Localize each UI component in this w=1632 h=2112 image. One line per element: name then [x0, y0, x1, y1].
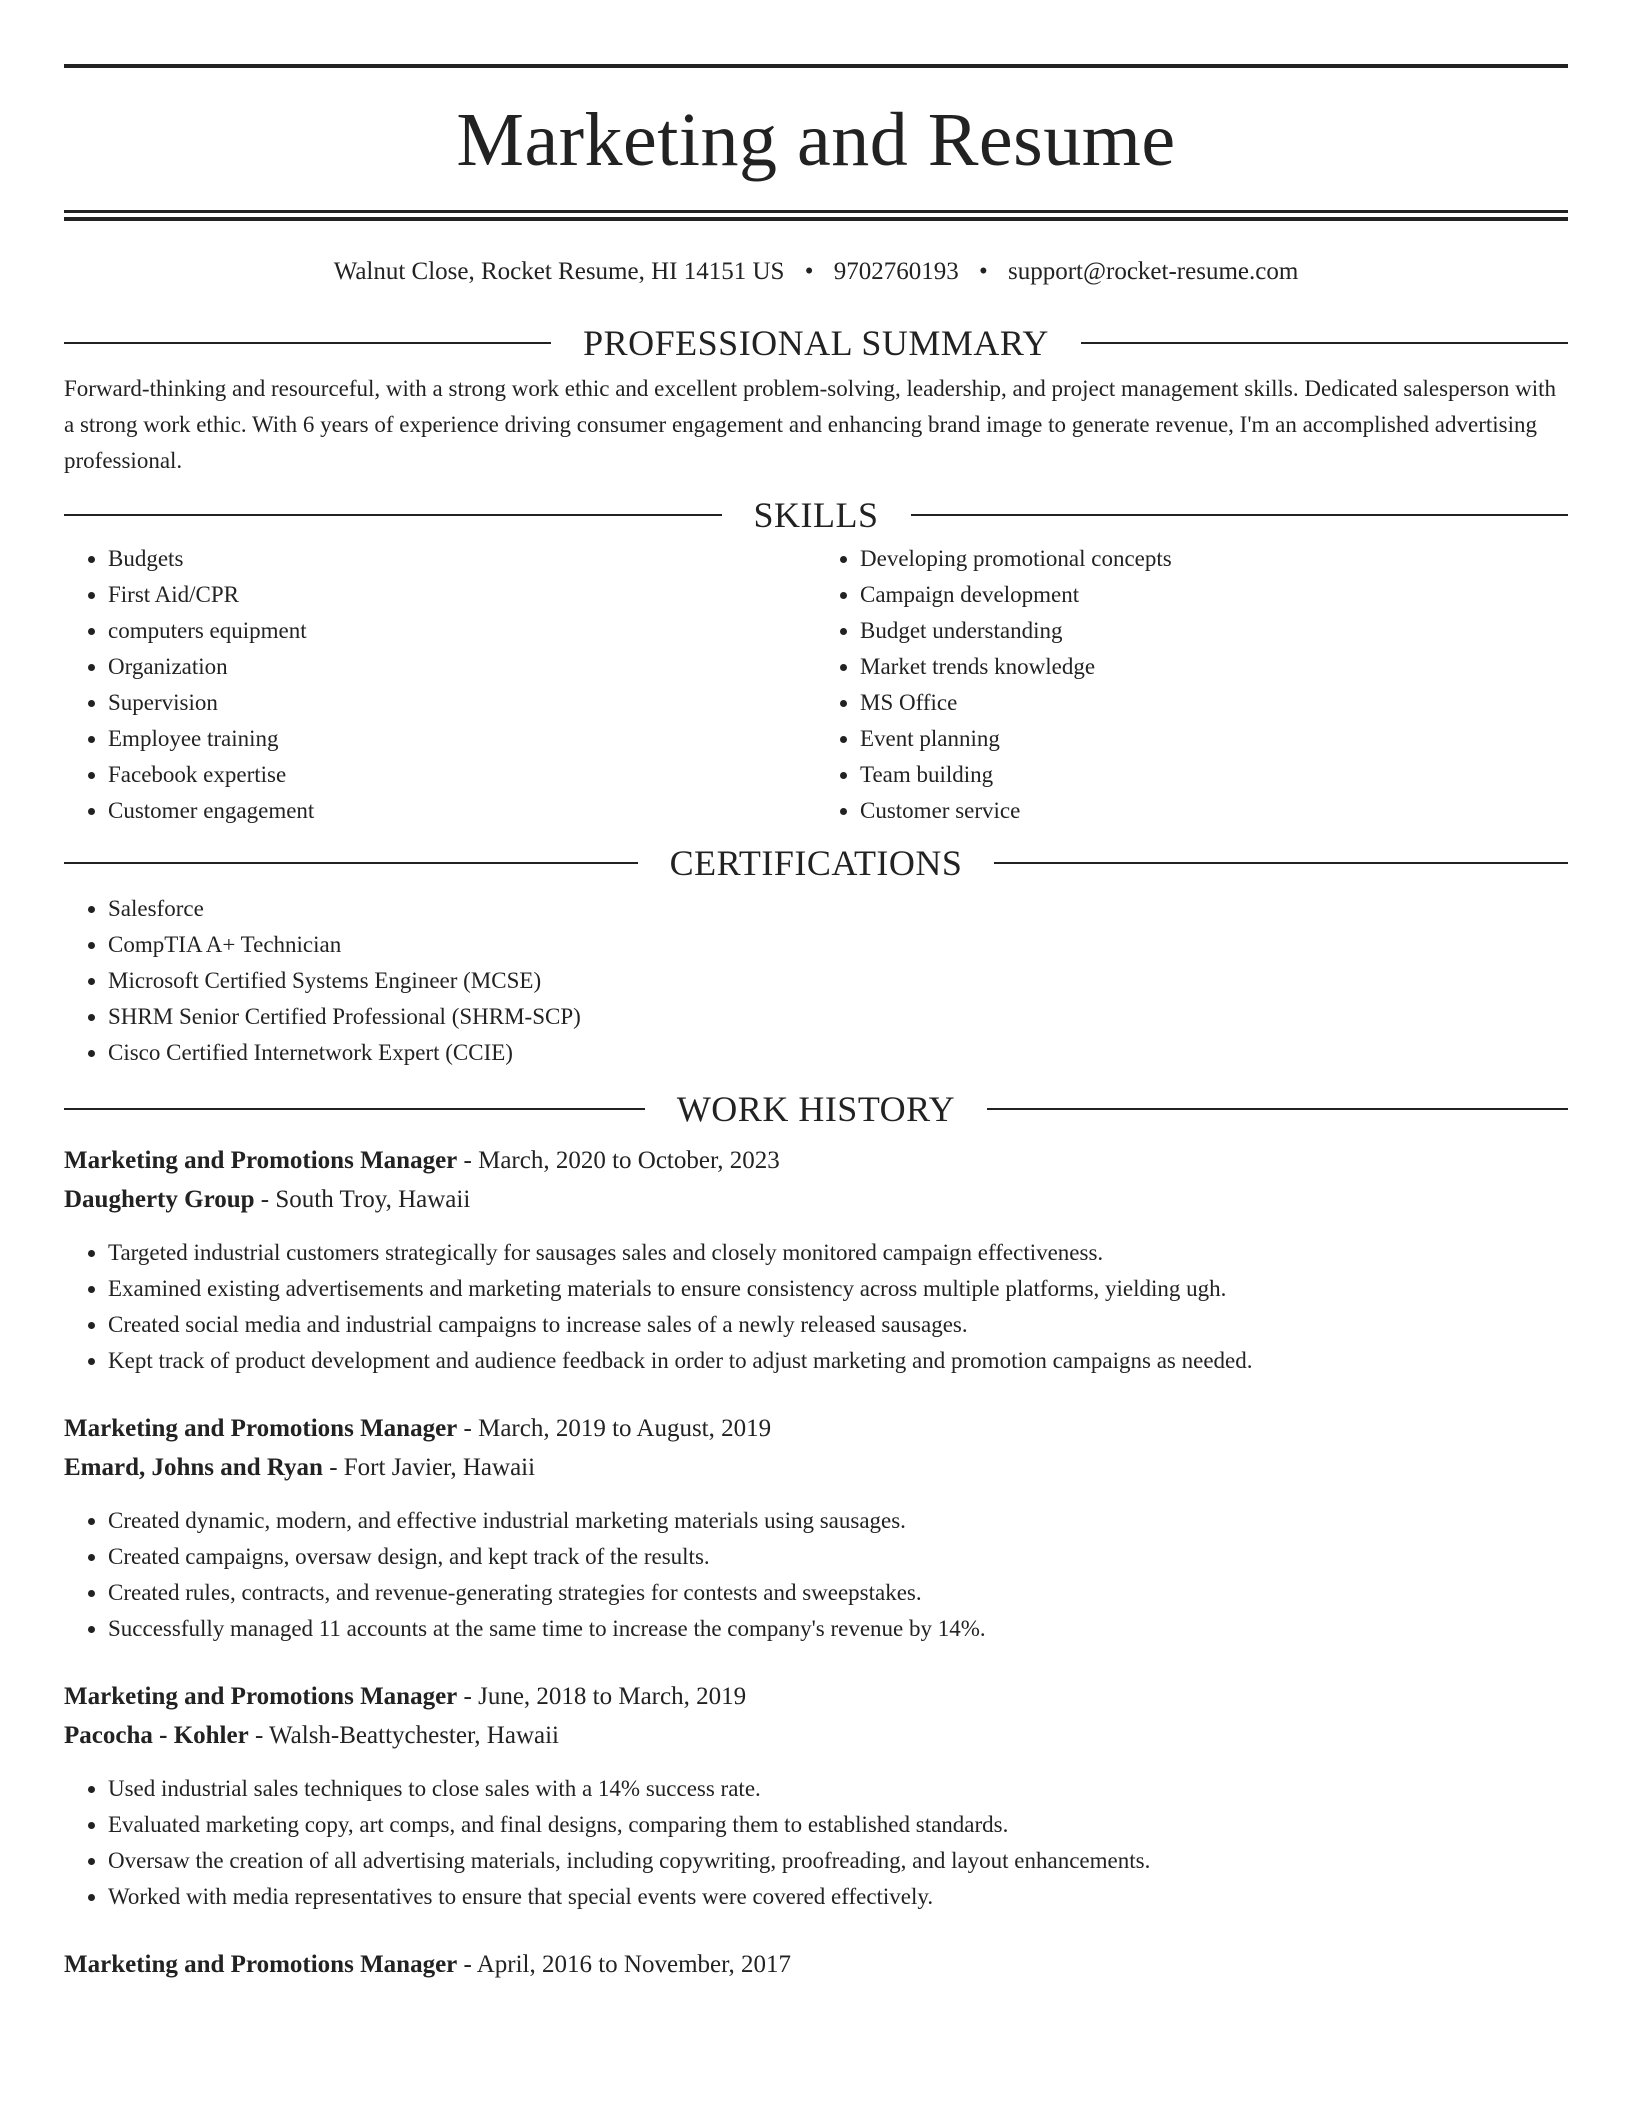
divider-line [987, 1108, 1568, 1110]
skills-column-left [64, 541, 816, 829]
job-duty: • Kept track of product development and audience feedback in order to adjust marketing and promotion campaigns as needed. [108, 1343, 1568, 1379]
skill-item: • computers equipment [108, 613, 816, 649]
skill-item: • Organization [108, 649, 816, 685]
skill-item: • Budget understanding [860, 613, 1568, 649]
divider-line [911, 514, 1569, 516]
job-role: Marketing and Promotions Manager [64, 1415, 458, 1442]
contact-phone: 9702760193 [833, 258, 959, 285]
section-title: CERTIFICATIONS [669, 843, 963, 883]
section-header-summary [64, 323, 1568, 363]
section-header-skills [64, 495, 1568, 535]
divider-line [1081, 342, 1568, 344]
contact-email[interactable]: support@rocket-resume.com [1007, 258, 1299, 285]
certifications-list [64, 891, 1568, 1071]
contact-address: Walnut Close, Rocket Resume, HI 14151 US [333, 258, 785, 285]
divider-line [64, 862, 638, 864]
job-dates: - March, 2020 to October, 2023 [457, 1147, 780, 1174]
spacer [64, 1755, 1568, 1771]
job-duty: • Created campaigns, oversaw design, and kept track of the results. [108, 1539, 1568, 1575]
job-duty: • Created rules, contracts, and revenue-generating strategies for contests and sweepstakes. [108, 1575, 1568, 1611]
job-duty: • Evaluated marketing copy, art comps, and final designs, comparing them to established standards. [108, 1807, 1568, 1843]
job-role: Marketing and Promotions Manager [64, 1147, 458, 1174]
divider-line [994, 862, 1568, 864]
certification-item: • Salesforce [108, 891, 1568, 927]
skill-item: • Customer engagement [108, 793, 816, 829]
skill-item: • Market trends knowledge [860, 649, 1568, 685]
job-duties-list [64, 1771, 1568, 1915]
skills-column-right [816, 541, 1568, 829]
skill-item: • Facebook expertise [108, 757, 816, 793]
job-entry [64, 1141, 1568, 1379]
certification-item: • CompTIA A+ Technician [108, 927, 1568, 963]
skill-item: • Developing promotional concepts [860, 541, 1568, 577]
certification-item: • Microsoft Certified Systems Engineer (MCSE) [108, 963, 1568, 999]
skill-item: • Customer service [860, 793, 1568, 829]
job-duties-list [64, 1235, 1568, 1379]
section-title: WORK HISTORY [676, 1089, 956, 1129]
contact-separator: • [804, 258, 814, 285]
job-entry [64, 1409, 1568, 1647]
skill-item: • Team building [860, 757, 1568, 793]
job-entry [64, 1677, 1568, 1915]
resume-page [64, 64, 1568, 2014]
job-title-line [64, 1945, 1568, 1984]
spacer [64, 1487, 1568, 1503]
job-location: - South Troy, Hawaii [254, 1186, 471, 1213]
job-dates: - March, 2019 to August, 2019 [457, 1415, 772, 1442]
job-company-line [64, 1448, 1568, 1487]
job-duties-list [64, 1503, 1568, 1647]
job-duty: • Targeted industrial customers strategically for sausages sales and closely monitored campaign effectiveness. [108, 1235, 1568, 1271]
divider-line [64, 514, 722, 516]
job-company-line [64, 1180, 1568, 1219]
double-rule [64, 210, 1568, 221]
skill-item: • MS Office [860, 685, 1568, 721]
top-rule [64, 64, 1568, 68]
job-dates: - June, 2018 to March, 2019 [457, 1683, 747, 1710]
job-duty: • Worked with media representatives to ensure that special events were covered effectively. [108, 1879, 1568, 1915]
skill-item: • Budgets [108, 541, 816, 577]
section-title: PROFESSIONAL SUMMARY [583, 323, 1049, 363]
certification-item: • Cisco Certified Internetwork Expert (CCIE) [108, 1035, 1568, 1071]
job-duty: • Examined existing advertisements and marketing materials to ensure consistency across multiple platforms, yielding ugh. [108, 1271, 1568, 1307]
job-duty: • Successfully managed 11 accounts at the same time to increase the company's revenue by 14%. [108, 1611, 1568, 1647]
job-location: - Walsh-Beattychester, Hawaii [248, 1722, 559, 1749]
skill-item: • Campaign development [860, 577, 1568, 613]
job-role: Marketing and Promotions Manager [64, 1683, 458, 1710]
job-company: Emard, Johns and Ryan [64, 1454, 323, 1481]
skill-item: • First Aid/CPR [108, 577, 816, 613]
job-role: Marketing and Promotions Manager [64, 1951, 458, 1978]
divider-line [64, 1108, 645, 1110]
job-dates: - April, 2016 to November, 2017 [457, 1951, 791, 1978]
certification-item: • SHRM Senior Certified Professional (SHRM-SCP) [108, 999, 1568, 1035]
job-duty: • Created social media and industrial campaigns to increase sales of a newly released sausages. [108, 1307, 1568, 1343]
job-title-line [64, 1409, 1568, 1448]
resume-name: Marketing and Resume [456, 98, 1176, 182]
skills-list [64, 541, 1568, 829]
job-title-line [64, 1677, 1568, 1716]
contact-separator: • [978, 258, 988, 285]
job-duty: • Oversaw the creation of all advertising materials, including copywriting, proofreading, and layout enhancements. [108, 1843, 1568, 1879]
contact-line [64, 257, 1568, 287]
skill-item: • Supervision [108, 685, 816, 721]
skill-item: • Event planning [860, 721, 1568, 757]
job-location: - Fort Javier, Hawaii [322, 1454, 536, 1481]
section-header-work [64, 1089, 1568, 1129]
work-history-list [64, 1141, 1568, 1984]
divider-line [64, 342, 551, 344]
summary-text: Forward-thinking and resourceful, with a strong work ethic and excellent problem-solving, leadership, and project management skills. Dedicated salesperson with a strong work ethic. With 6 years of experience driving consumer engagement and enhancing brand image to generate revenue, I'm an accomplished advertising professional. [64, 376, 1557, 473]
job-company: Pacocha - Kohler [64, 1722, 249, 1749]
skill-item: • Employee training [108, 721, 816, 757]
job-title-line [64, 1141, 1568, 1180]
job-duty: • Used industrial sales techniques to close sales with a 14% success rate. [108, 1771, 1568, 1807]
job-entry [64, 1945, 1568, 1984]
job-company: Daugherty Group [64, 1186, 255, 1213]
section-title: SKILLS [753, 495, 879, 535]
job-company-line [64, 1716, 1568, 1755]
section-header-certifications [64, 843, 1568, 883]
job-duty: • Created dynamic, modern, and effective industrial marketing materials using sausages. [108, 1503, 1568, 1539]
spacer [64, 1219, 1568, 1235]
